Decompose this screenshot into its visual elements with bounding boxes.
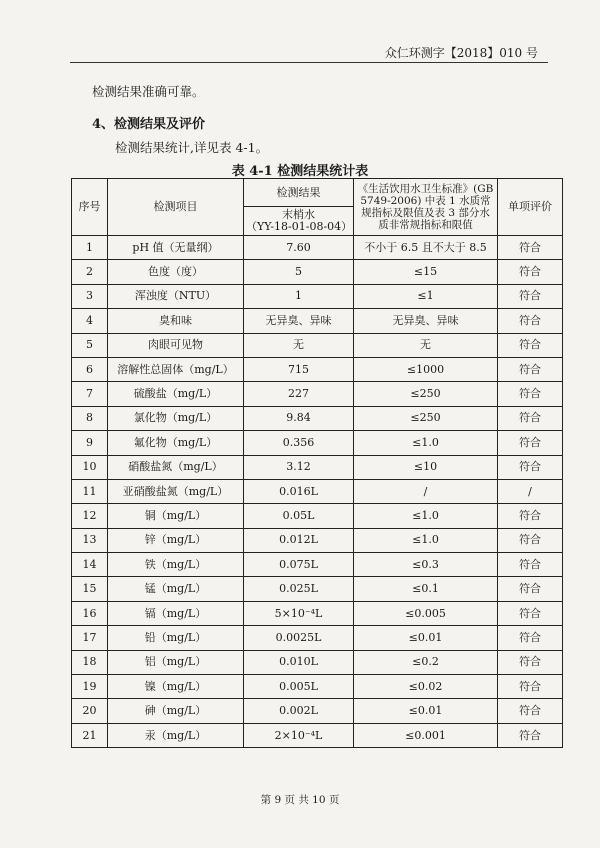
cell-evaluation: 符合 (498, 309, 563, 333)
cell-result: 1 (244, 284, 354, 308)
table-row (72, 577, 563, 601)
cell-limit: ≤15 (354, 260, 498, 284)
header-standard: 《生活饮用水卫生标准》(GB 5749-2006) 中表 1 水质常规指标及限值及表 3 部分水质非常规指标和限值 (354, 179, 498, 236)
cell-limit: / (354, 479, 498, 503)
cell-limit: ≤250 (354, 406, 498, 430)
cell-item: 肉眼可见物 (108, 333, 244, 357)
cell-item: 锰（mg/L） (108, 577, 244, 601)
table-row (72, 236, 563, 260)
table-row (72, 260, 563, 284)
cell-result: 715 (244, 357, 354, 381)
cell-index: 3 (72, 284, 108, 308)
cell-index: 20 (72, 699, 108, 723)
cell-item: 铁（mg/L） (108, 553, 244, 577)
cell-evaluation: 符合 (498, 406, 563, 430)
cell-item: 铜（mg/L） (108, 504, 244, 528)
cell-index: 14 (72, 553, 108, 577)
cell-result: 0.005L (244, 675, 354, 699)
intro-text: 检测结果准确可靠。 (92, 84, 205, 99)
cell-evaluation: 符合 (498, 528, 563, 552)
cell-index: 7 (72, 382, 108, 406)
cell-index: 8 (72, 406, 108, 430)
table-row (72, 479, 563, 503)
table-row (72, 553, 563, 577)
cell-evaluation: 符合 (498, 553, 563, 577)
cell-index: 21 (72, 723, 108, 747)
header-item: 检测项目 (108, 179, 244, 236)
cell-evaluation: 符合 (498, 650, 563, 674)
cell-index: 9 (72, 431, 108, 455)
cell-evaluation: 符合 (498, 577, 563, 601)
cell-item: pH 值（无量纲） (108, 236, 244, 260)
cell-item: 氟化物（mg/L） (108, 431, 244, 455)
cell-item: 镍（mg/L） (108, 675, 244, 699)
cell-index: 10 (72, 455, 108, 479)
section-heading: 4、检测结果及评价 (92, 117, 206, 132)
header-sample (244, 207, 354, 236)
table-row (72, 406, 563, 430)
cell-result: 0.012L (244, 528, 354, 552)
header-index: 序号 (72, 179, 108, 236)
cell-result: 5×10⁻⁴L (244, 601, 354, 625)
table-row (72, 723, 563, 747)
cell-index: 1 (72, 236, 108, 260)
cell-evaluation: 符合 (498, 284, 563, 308)
cell-item: 镉（mg/L） (108, 601, 244, 625)
cell-evaluation: 符合 (498, 455, 563, 479)
table-row (72, 309, 563, 333)
cell-result: 0.356 (244, 431, 354, 455)
cell-limit: ≤1.0 (354, 504, 498, 528)
header-result: 检测结果 (244, 179, 354, 207)
cell-item: 亚硝酸盐氮（mg/L） (108, 479, 244, 503)
cell-item: 浑浊度（NTU） (108, 284, 244, 308)
table-row (72, 333, 563, 357)
cell-index: 18 (72, 650, 108, 674)
cell-result: 0.002L (244, 699, 354, 723)
table-row (72, 382, 563, 406)
cell-result: 无异臭、异味 (244, 309, 354, 333)
cell-limit: ≤0.1 (354, 577, 498, 601)
cell-evaluation: 符合 (498, 723, 563, 747)
cell-limit: ≤1.0 (354, 431, 498, 455)
table-row (72, 650, 563, 674)
table-row (72, 699, 563, 723)
cell-limit: ≤0.2 (354, 650, 498, 674)
cell-limit: 无 (354, 333, 498, 357)
header-divider (70, 62, 548, 63)
cell-index: 12 (72, 504, 108, 528)
cell-limit: ≤0.01 (354, 699, 498, 723)
cell-result: 0.0025L (244, 626, 354, 650)
cell-index: 17 (72, 626, 108, 650)
cell-index: 2 (72, 260, 108, 284)
cell-index: 11 (72, 479, 108, 503)
cell-limit: ≤0.3 (354, 553, 498, 577)
cell-evaluation: 符合 (498, 626, 563, 650)
table-row (72, 284, 563, 308)
cell-limit: ≤1000 (354, 357, 498, 381)
cell-evaluation: 符合 (498, 382, 563, 406)
cell-limit: ≤0.02 (354, 675, 498, 699)
results-table-body (72, 236, 563, 748)
table-row (72, 455, 563, 479)
cell-index: 5 (72, 333, 108, 357)
cell-result: 0.016L (244, 479, 354, 503)
table-row (72, 357, 563, 381)
cell-evaluation: 符合 (498, 675, 563, 699)
cell-item: 氯化物（mg/L） (108, 406, 244, 430)
sample-id: （YY-18-01-08-04） (246, 220, 353, 233)
cell-result: 0.075L (244, 553, 354, 577)
cell-index: 16 (72, 601, 108, 625)
cell-item: 铅（mg/L） (108, 626, 244, 650)
cell-item: 砷（mg/L） (108, 699, 244, 723)
cell-limit: 无异臭、异味 (354, 309, 498, 333)
cell-result: 0.025L (244, 577, 354, 601)
table-row (72, 675, 563, 699)
table-row (72, 528, 563, 552)
cell-evaluation: 符合 (498, 431, 563, 455)
cell-evaluation: / (498, 479, 563, 503)
cell-result: 227 (244, 382, 354, 406)
cell-limit: ≤0.01 (354, 626, 498, 650)
cell-evaluation: 符合 (498, 260, 563, 284)
cell-index: 4 (72, 309, 108, 333)
cell-evaluation: 符合 (498, 333, 563, 357)
cell-limit: 不小于 6.5 且不大于 8.5 (354, 236, 498, 260)
table-row (72, 601, 563, 625)
cell-evaluation: 符合 (498, 236, 563, 260)
cell-index: 19 (72, 675, 108, 699)
cell-evaluation: 符合 (498, 699, 563, 723)
cell-item: 硫酸盐（mg/L） (108, 382, 244, 406)
cell-result: 7.60 (244, 236, 354, 260)
table-row (72, 431, 563, 455)
cell-result: 3.12 (244, 455, 354, 479)
table-caption: 表 4-1 检测结果统计表 (231, 164, 369, 179)
cell-item: 硝酸盐氮（mg/L） (108, 455, 244, 479)
cell-limit: ≤0.005 (354, 601, 498, 625)
cell-evaluation: 符合 (498, 357, 563, 381)
table-row (72, 626, 563, 650)
cell-limit: ≤1 (354, 284, 498, 308)
cell-limit: ≤1.0 (354, 528, 498, 552)
results-table (71, 178, 563, 748)
table-row (72, 504, 563, 528)
cell-result: 0.010L (244, 650, 354, 674)
cell-item: 锌（mg/L） (108, 528, 244, 552)
cell-result: 无 (244, 333, 354, 357)
cell-index: 15 (72, 577, 108, 601)
cell-limit: ≤250 (354, 382, 498, 406)
cell-item: 汞（mg/L） (108, 723, 244, 747)
cell-result: 9.84 (244, 406, 354, 430)
cell-item: 铝（mg/L） (108, 650, 244, 674)
cell-item: 溶解性总固体（mg/L） (108, 357, 244, 381)
cell-item: 臭和味 (108, 309, 244, 333)
section-text: 检测结果统计,详见表 4-1。 (115, 140, 269, 155)
cell-result: 5 (244, 260, 354, 284)
cell-item: 色度（度） (108, 260, 244, 284)
cell-index: 6 (72, 357, 108, 381)
cell-limit: ≤0.001 (354, 723, 498, 747)
cell-evaluation: 符合 (498, 504, 563, 528)
sample-name: 末梢水 (282, 208, 315, 221)
cell-limit: ≤10 (354, 455, 498, 479)
cell-result: 0.05L (244, 504, 354, 528)
cell-evaluation: 符合 (498, 601, 563, 625)
header-evaluation: 单项评价 (498, 179, 563, 236)
page-footer: 第 9 页 共 10 页 (260, 794, 340, 806)
document-number: 众仁环测字【2018】010 号 (384, 46, 538, 60)
cell-index: 13 (72, 528, 108, 552)
cell-result: 2×10⁻⁴L (244, 723, 354, 747)
